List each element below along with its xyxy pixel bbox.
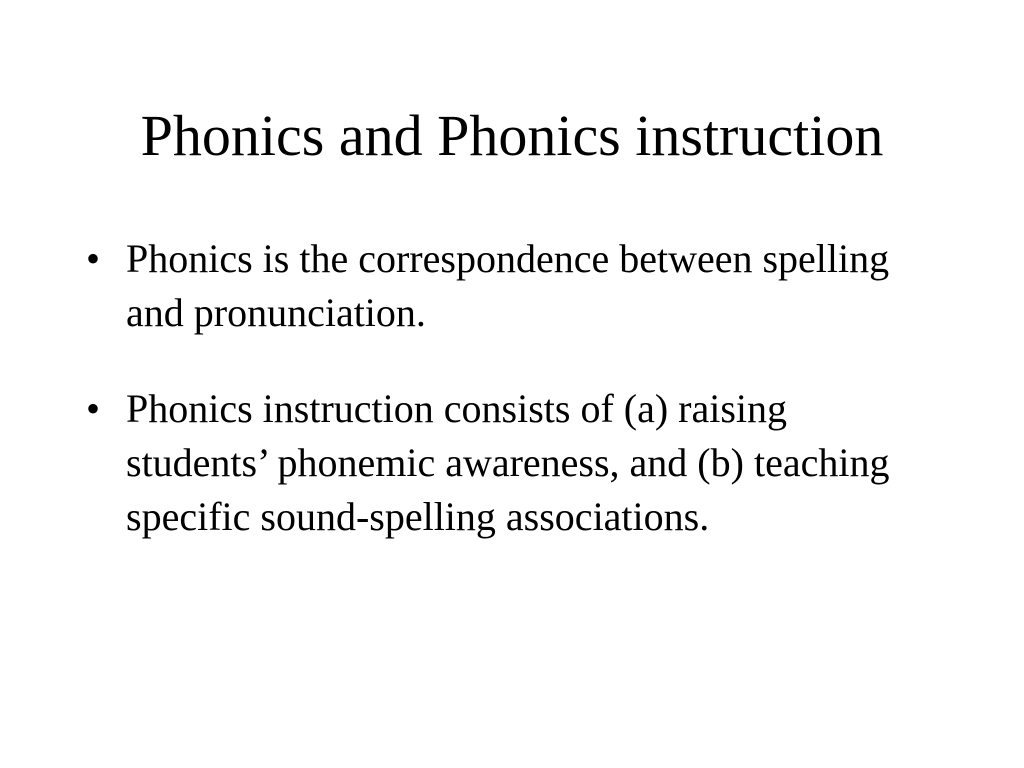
bullet-marker: • [86,386,101,431]
slide-title: Phonics and Phonics instruction [140,103,884,168]
bullet-text: Phonics instruction consists of (a) raising students’ phonemic awareness, and (b) teaching specific sound-spelling associations. [126,386,890,539]
bullet-list [86,232,926,586]
bullet-item [86,232,926,340]
bullet-marker: • [86,236,101,281]
bullet-item [86,382,926,544]
bullet-text: Phonics is the correspondence between spelling and pronunciation. [126,236,890,335]
